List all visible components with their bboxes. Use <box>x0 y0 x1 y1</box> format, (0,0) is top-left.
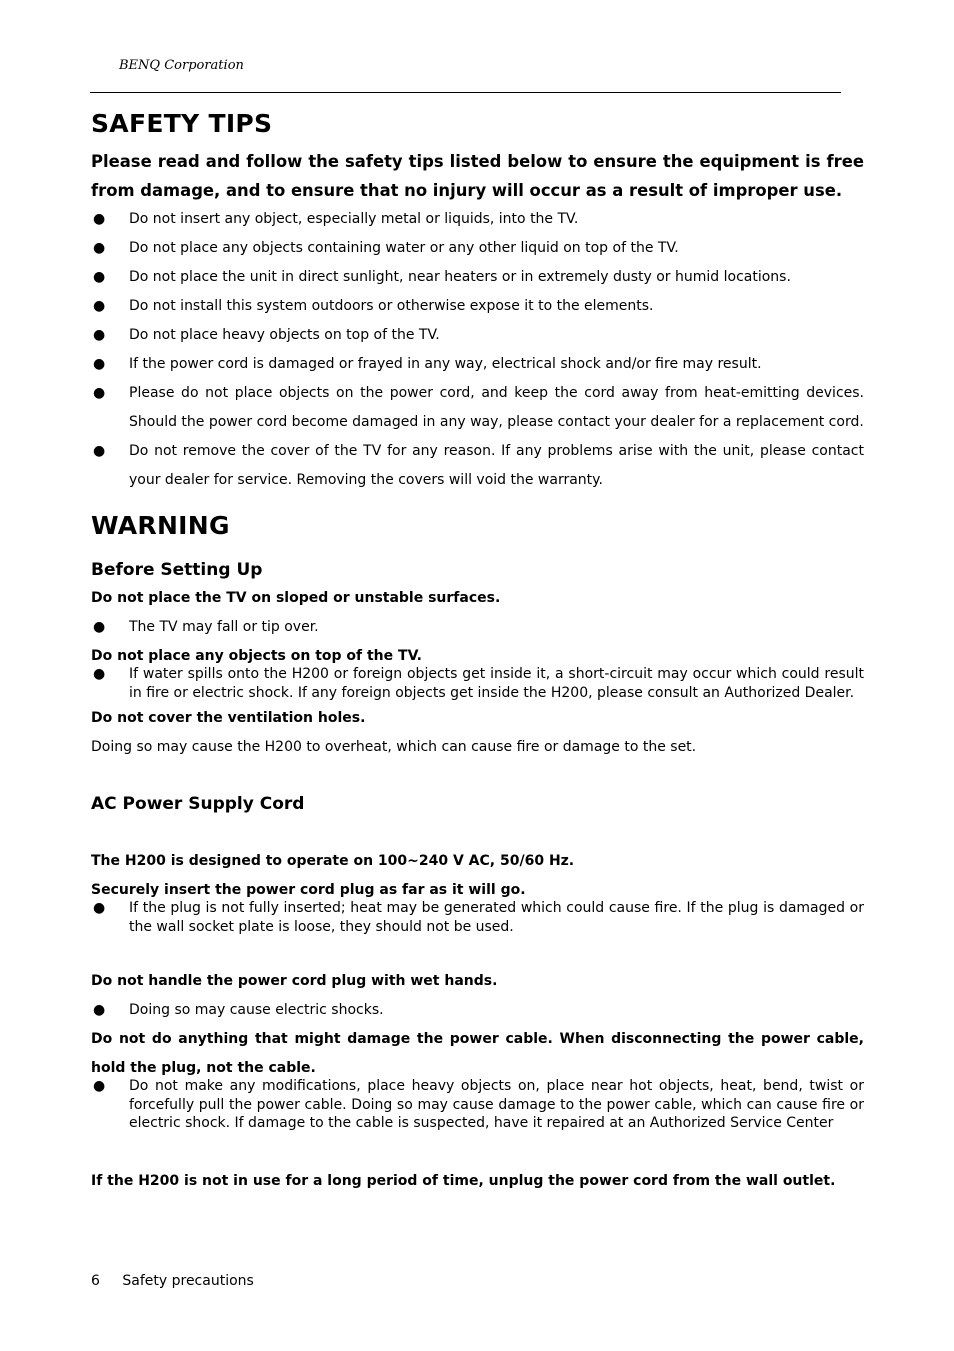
bullet-icon: ● <box>93 443 106 459</box>
bullet-icon: ● <box>93 900 106 916</box>
rule-heading: Do not place any objects on top of the TV. <box>91 648 422 664</box>
rule-heading: Securely insert the power cord plug as far as it will go. <box>91 882 526 898</box>
list-item: ● If the power cord is damaged or frayed in any way, electrical shock and/or fire may result. <box>91 350 864 379</box>
bullet-list <box>91 899 864 936</box>
rule-heading: Do not cover the ventilation holes. <box>91 710 366 726</box>
bullet-list <box>91 1077 864 1133</box>
list-item: ● Do not place heavy objects on top of the TV. <box>91 321 864 350</box>
list-item: ● Do not place any objects containing water or any other liquid on top of the TV. <box>91 234 864 263</box>
list-item: ● Do not place the unit in direct sunlight, near heaters or in extremely dusty or humid locations. <box>91 263 864 292</box>
rule-heading: Do not place the TV on sloped or unstable surfaces. <box>91 590 501 606</box>
list-item: ● If water spills onto the H200 or foreign objects get inside it, a short-circuit may occur which could result in fire or electric shock. If any foreign objects get inside the H200, please consult an Authorized Dealer. <box>93 666 864 701</box>
bullet-icon: ● <box>93 298 106 314</box>
bullet-icon: ● <box>93 240 106 256</box>
bullet-icon: ● <box>93 385 106 401</box>
rule-heading: Do not handle the power cord plug with wet hands. <box>91 973 498 989</box>
running-header: BENQ Corporation <box>119 58 244 73</box>
list-item: ● Doing so may cause electric shocks. <box>91 996 864 1025</box>
bullet-list <box>91 613 864 642</box>
bullet-icon: ● <box>93 327 106 343</box>
page-number: 6 <box>91 1273 100 1289</box>
rule-text: Doing so may cause the H200 to overheat, which can cause fire or damage to the set. <box>91 739 697 755</box>
bullet-icon: ● <box>93 1078 106 1094</box>
bullet-icon: ● <box>93 356 106 372</box>
bullet-icon: ● <box>93 666 106 682</box>
header-rule <box>90 92 841 93</box>
bullet-icon: ● <box>93 619 106 635</box>
bullet-list <box>91 996 864 1025</box>
rule-heading: If the H200 is not in use for a long period of time, unplug the power cord from the wall outlet. <box>91 1172 836 1189</box>
before-setting-up-heading: Before Setting Up <box>91 560 263 580</box>
safety-tips-title: SAFETY TIPS <box>91 109 273 138</box>
safety-intro: Please read and follow the safety tips listed below to ensure the equipment is free from damage, and to ensure that no injury will occur as a result of improper use. <box>91 152 864 200</box>
footer-section: Safety precautions <box>122 1273 254 1289</box>
bullet-list <box>91 665 864 702</box>
ac-power-heading: AC Power Supply Cord <box>91 794 305 814</box>
list-item: ● Do not make any modifications, place heavy objects on, place near hot objects, heat, bend, twist or forcefully pull the power cable. Doing so may cause damage to the power cable, which can cause fire or electric shock. If damage to the cable is suspected, have it repaired at an Authorized Service Center <box>93 1078 864 1131</box>
list-item: ● Do not insert any object, especially metal or liquids, into the TV. <box>91 205 864 234</box>
list-item: ● If the plug is not fully inserted; heat may be generated which could cause fire. If the plug is damaged or the wall socket plate is loose, they should not be used. <box>93 900 864 935</box>
bullet-icon: ● <box>93 269 106 285</box>
list-item: ● Do not remove the cover of the TV for any reason. If any problems arise with the unit, please contact your dealer for service. Removing the covers will void the warranty. <box>91 437 864 495</box>
bullet-icon: ● <box>93 1002 106 1018</box>
bullet-icon: ● <box>93 211 106 227</box>
page-content <box>91 106 864 1196</box>
rule-heading: Do not do anything that might damage the power cable. When disconnecting the power cable, hold the plug, not the cable. <box>91 1031 864 1076</box>
rule-heading: The H200 is designed to operate on 100~240 V AC, 50/60 Hz. <box>91 853 575 869</box>
list-item: ● Please do not place objects on the power cord, and keep the cord away from heat-emitting devices. Should the power cord become damaged in any way, please contact your dealer for a replacement cord. <box>91 379 864 437</box>
page-footer <box>91 1273 254 1289</box>
list-item: ● The TV may fall or tip over. <box>91 613 864 642</box>
safety-list <box>91 205 864 495</box>
warning-title: WARNING <box>91 511 230 540</box>
list-item: ● Do not install this system outdoors or otherwise expose it to the elements. <box>91 292 864 321</box>
